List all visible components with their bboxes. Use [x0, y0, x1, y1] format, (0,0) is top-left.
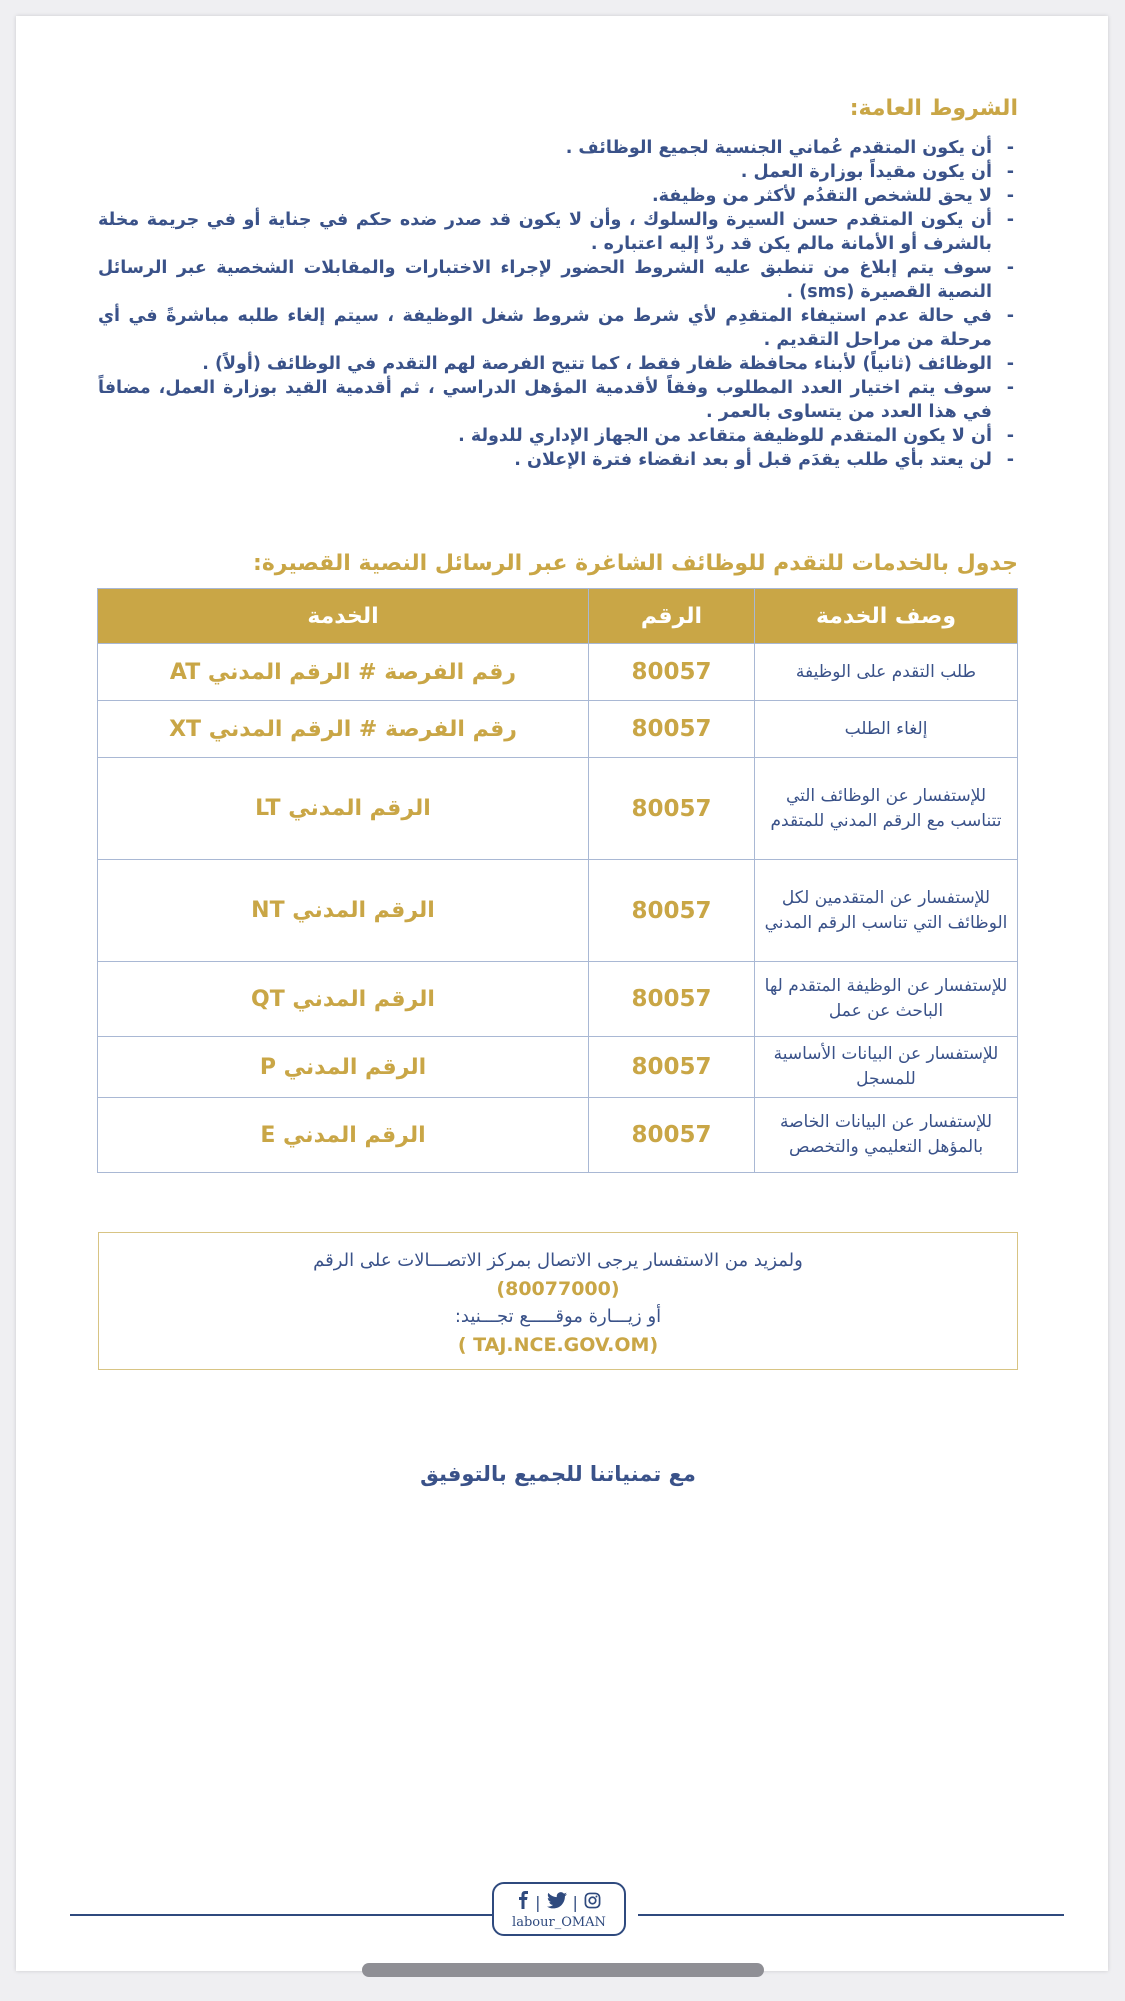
general-conditions-title: الشروط العامة: — [849, 96, 1018, 121]
services-table-title: جدول بالخدمات للتقدم للوظائف الشاغرة عبر الرسائل النصية القصيرة: — [253, 551, 1018, 576]
contact-phone-number[interactable]: (80077000) — [496, 1278, 620, 1300]
service-code: الرقم المدني E — [98, 1098, 589, 1173]
service-number: 80057 — [589, 1098, 755, 1173]
condition-item: - سوف يتم إبلاغ من تنطبق عليه الشروط الحضور لإجراء الاختبارات والمقابلات الشخصية عبر الرسائل النصية القصيرة (sms) . — [98, 256, 1018, 304]
twitter-icon[interactable] — [547, 1892, 567, 1913]
contact-info-box — [98, 1232, 1018, 1370]
general-conditions-list — [98, 136, 1018, 472]
header-description: وصف الخدمة — [755, 589, 1018, 644]
icon-separator: | — [572, 1892, 578, 1912]
services-table — [97, 588, 1018, 1173]
social-icons-row — [494, 1891, 624, 1913]
service-number: 80057 — [589, 1037, 755, 1098]
social-handle: labour_OMAN — [512, 1915, 606, 1930]
service-code: الرقم المدني NT — [98, 860, 589, 962]
service-description: للإستفسار عن الوظائف التي تتناسب مع الرقم المدني للمتقدم — [755, 758, 1018, 860]
home-indicator[interactable] — [362, 1963, 764, 1977]
condition-item: - أن يكون مقيداً بوزارة العمل . — [98, 160, 1018, 184]
service-description: للإستفسار عن المتقدمين لكل الوظائف التي تناسب الرقم المدني — [755, 860, 1018, 962]
table-row — [98, 860, 1018, 962]
service-description: للإستفسار عن الوظيفة المتقدم لها الباحث عن عمل — [755, 962, 1018, 1037]
service-code: الرقم المدني P — [98, 1037, 589, 1098]
table-header-row — [98, 589, 1018, 644]
condition-item: - أن يكون المتقدم حسن السيرة والسلوك ، وأن لا يكون قد صدر ضده حكم في جناية أو في جريمة مخلة بالشرف أو الأمانة مالم يكن قد ردّ إليه اعتباره . — [98, 208, 1018, 256]
document-page — [16, 16, 1108, 1971]
service-number: 80057 — [589, 962, 755, 1037]
condition-item: - لن يعتد بأي طلب يقدَم قبل أو بعد انقضاء فترة الإعلان . — [98, 448, 1018, 472]
table-row — [98, 644, 1018, 701]
icon-separator: | — [535, 1892, 541, 1912]
table-row — [98, 962, 1018, 1037]
service-number: 80057 — [589, 758, 755, 860]
footer-divider-left — [70, 1914, 496, 1916]
table-row — [98, 1037, 1018, 1098]
contact-visit-text: أو زيـــارة موقـــــع تجـــنيد: — [454, 1306, 662, 1327]
social-media-badge — [492, 1882, 626, 1936]
service-description: للإستفسار عن البيانات الخاصة بالمؤهل التعليمي والتخصص — [755, 1098, 1018, 1173]
condition-item: - سوف يتم اختيار العدد المطلوب وفقاً لأقدمية المؤهل الدراسي ، ثم أقدمية القيد بوزارة العمل، مضافاً في هذا العدد من يتساوى بالعمر . — [98, 376, 1018, 424]
service-description: للإستفسار عن البيانات الأساسية للمسجل — [755, 1037, 1018, 1098]
service-number: 80057 — [589, 860, 755, 962]
service-code: الرقم المدني QT — [98, 962, 589, 1037]
closing-wishes: مع تمنياتنا للجميع بالتوفيق — [420, 1462, 696, 1486]
footer-divider-right — [638, 1914, 1064, 1916]
service-number: 80057 — [589, 701, 755, 758]
condition-item: - أن يكون المتقدم عُماني الجنسية لجميع الوظائف . — [98, 136, 1018, 160]
facebook-icon[interactable] — [517, 1891, 529, 1913]
service-code: الرقم المدني LT — [98, 758, 589, 860]
condition-item: - الوظائف (ثانياً) لأبناء محافظة ظفار فقط ، كما تتيح الفرصة لهم التقدم في الوظائف (أولاً) . — [98, 352, 1018, 376]
table-row — [98, 701, 1018, 758]
contact-website-link[interactable]: (TAJ.NCE.GOV.OM ) — [457, 1334, 659, 1356]
contact-call-text: ولمزيد من الاستفسار يرجى الاتصال بمركز الاتصـــالات على الرقم — [313, 1250, 803, 1271]
service-description: طلب التقدم على الوظيفة — [755, 644, 1018, 701]
service-number: 80057 — [589, 644, 755, 701]
condition-item: - في حالة عدم استيفاء المتقدِم لأي شرط من شروط شغل الوظيفة ، سيتم إلغاء طلبه مباشرةً في أي مرحلة من مراحل التقديم . — [98, 304, 1018, 352]
service-description: إلغاء الطلب — [755, 701, 1018, 758]
table-row — [98, 758, 1018, 860]
condition-item: - لا يحق للشخص التقدُم لأكثر من وظيفة. — [98, 184, 1018, 208]
header-number: الرقم — [589, 589, 755, 644]
header-service: الخدمة — [98, 589, 589, 644]
instagram-icon[interactable] — [584, 1892, 601, 1913]
table-row — [98, 1098, 1018, 1173]
service-code: رقم الفرصة # الرقم المدني AT — [98, 644, 589, 701]
condition-item: - أن لا يكون المتقدم للوظيفة متقاعد من الجهاز الإداري للدولة . — [98, 424, 1018, 448]
service-code: رقم الفرصة # الرقم المدني XT — [98, 701, 589, 758]
